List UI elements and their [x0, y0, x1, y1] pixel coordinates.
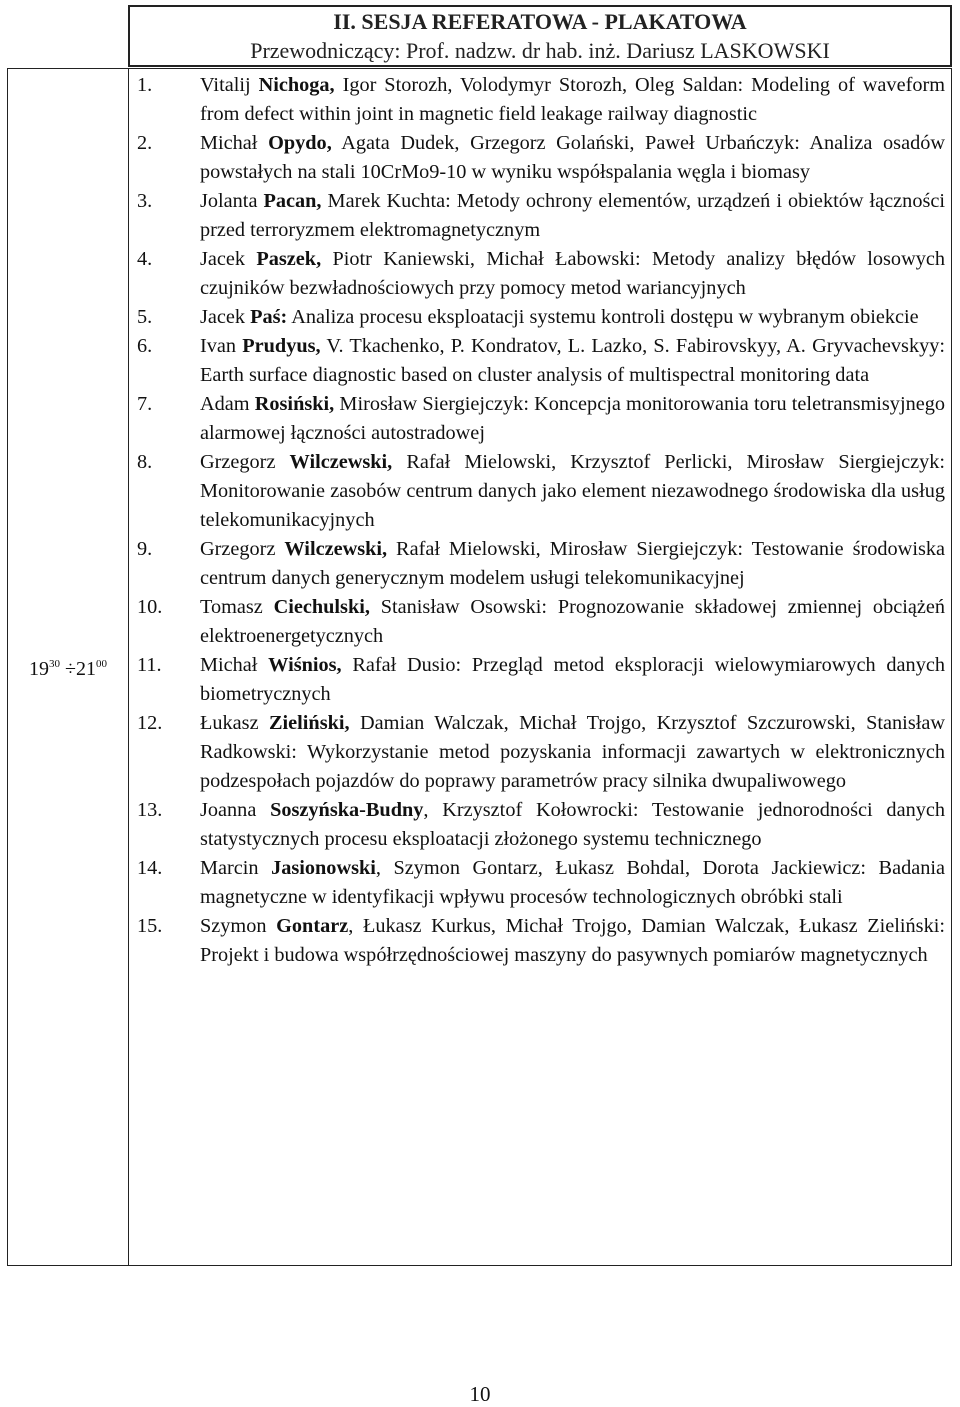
session-title: II. SESJA REFERATOWA - PLAKATOWA: [333, 9, 747, 34]
paper-item: [137, 303, 945, 332]
paper-item: [137, 651, 945, 709]
paper-lead-author: Jasionowski: [271, 857, 376, 879]
paper-lead-author: Rosiński,: [254, 393, 335, 415]
paper-details: , Łukasz Kurkus, Michał Trojgo, Damian Walczak, Łukasz Zieliński: Projekt i budowa współrzędnościowej maszyny do pasywnych pomiarów magnetycznych: [200, 915, 945, 966]
paper-item: [137, 796, 945, 854]
paper-first-name: Jacek: [200, 306, 251, 328]
paper-lead-author: Wilczewski,: [284, 538, 388, 560]
paper-lead-author: Soszyńska-Budny: [270, 799, 424, 821]
paper-first-name: Szymon: [200, 915, 277, 937]
time-start-minute: 30: [49, 658, 60, 670]
paper-item: [137, 593, 945, 651]
paper-number: 11.: [137, 654, 162, 676]
paper-item: [137, 332, 945, 390]
paper-details: Rafał Dusio: Przegląd metod eksploracji wielowymiarowych danych biometrycznych: [200, 654, 945, 705]
paper-details: Rafał Mielowski, Krzysztof Perlicki, Mirosław Siergiejczyk: Monitorowanie zasobów centrum danych jako element niezawodnego środowiska dla usług telekomunikacyjnych: [200, 451, 945, 531]
paper-lead-author: Paś:: [250, 306, 288, 328]
paper-lead-author: Paszek,: [256, 248, 322, 270]
paper-item: [137, 129, 945, 187]
paper-item: [137, 912, 945, 970]
paper-lead-author: Ciechulski,: [273, 596, 370, 618]
session-chair: Przewodniczący: Prof. nadzw. dr hab. inż. Dariusz LASKOWSKI: [250, 38, 830, 63]
paper-number: 4.: [137, 248, 153, 270]
paper-first-name: Ivan: [200, 335, 243, 357]
paper-item: [137, 187, 945, 245]
paper-details: Mirosław Siergiejczyk: Koncepcja monitorowania toru teletransmisyjnego alarmowej łączności autostradowej: [200, 393, 945, 444]
paper-first-name: Michał: [200, 132, 269, 154]
paper-details: Igor Storozh, Volodymyr Storozh, Oleg Saldan: Modeling of waveform from defect within joint in magnetic field leakage railway diagnostic: [200, 74, 945, 125]
time-end-minute: 00: [95, 658, 107, 670]
time-separator: ÷: [65, 658, 76, 680]
paper-first-name: Vitalij: [200, 74, 259, 96]
paper-lead-author: Zieliński,: [269, 712, 350, 734]
paper-first-name: Joanna: [200, 799, 271, 821]
session-header: [128, 5, 952, 67]
paper-number: 12.: [137, 712, 163, 734]
paper-item: [137, 245, 945, 303]
paper-number: 3.: [137, 190, 153, 212]
paper-lead-author: Opydo,: [268, 132, 332, 154]
paper-list: [137, 71, 945, 970]
paper-lead-author: Prudyus,: [242, 335, 321, 357]
paper-number: 15.: [137, 915, 163, 937]
session-time: [12, 654, 124, 687]
paper-first-name: Grzegorz: [200, 451, 290, 473]
paper-number: 5.: [137, 306, 153, 328]
paper-details: Piotr Kaniewski, Michał Łabowski: Metody analizy błędów losowych czujników bezwładnościowych przy pomocy metod wariancyjnych: [200, 248, 946, 299]
paper-number: 10.: [137, 596, 163, 618]
paper-details: Agata Dudek, Grzegorz Golański, Paweł Urbańczyk: Analiza osadów powstałych na stali 10CrMo9-10 w wyniku współspalania węgla i biomasy: [200, 132, 945, 183]
paper-item: [137, 390, 945, 448]
paper-first-name: Tomasz: [200, 596, 274, 618]
paper-details: Damian Walczak, Michał Trojgo, Krzysztof Szczurowski, Stanisław Radkowski: Wykorzystanie metod pozyskania informacji zawartych w elektronicznych podzespołach pojazdów do poprawy parametrów pracy silnika dwupaliwowego: [200, 712, 945, 792]
paper-details: , Szymon Gontarz, Łukasz Bohdal, Dorota Jackiewicz: Badania magnetyczne w identyfikacji wpływu procesów technologicznych obróbki stali: [200, 857, 945, 908]
paper-lead-author: Nichoga,: [258, 74, 335, 96]
paper-item: [137, 71, 945, 129]
time-start-hour: 19: [29, 658, 49, 680]
column-divider: [128, 68, 129, 1266]
paper-details: Stanisław Osowski: Prognozowanie składowej zmiennej obciążeń elektroenergetycznych: [200, 596, 945, 647]
paper-details: , Krzysztof Kołowrocki: Testowanie jednorodności danych statystycznych procesu eksploatacji złożonego systemu technicznego: [200, 799, 945, 850]
paper-first-name: Marcin: [200, 857, 272, 879]
paper-number: 8.: [137, 451, 153, 473]
paper-lead-author: Wiśnios,: [268, 654, 342, 676]
paper-details: V. Tkachenko, P. Kondratov, L. Lazko, S. Fabirovskyy, A. Gryvachevskyy: Earth surface diagnostic based on cluster analysis of multispectral monitoring data: [200, 335, 946, 386]
paper-number: 14.: [137, 857, 163, 879]
paper-first-name: Jolanta: [200, 190, 264, 212]
paper-details: Analiza procesu eksploatacji systemu kontroli dostępu w wybranym obiekcie: [287, 306, 919, 328]
paper-number: 7.: [137, 393, 153, 415]
paper-item: [137, 709, 945, 796]
paper-details: Marek Kuchta: Metody ochrony elementów, urządzeń i obiektów łączności przed terroryzmem elektromagnetycznym: [200, 190, 945, 241]
paper-number: 1.: [137, 74, 153, 96]
paper-number: 13.: [137, 799, 163, 821]
paper-item: [137, 535, 945, 593]
time-end-hour: 21: [75, 658, 96, 680]
paper-item: [137, 854, 945, 912]
paper-first-name: Jacek: [200, 248, 257, 270]
paper-lead-author: Wilczewski,: [289, 451, 393, 473]
paper-details: Rafał Mielowski, Mirosław Siergiejczyk: Testowanie środowiska centrum danych generycznym modelem usługi telekomunikacyjnej: [200, 538, 945, 589]
paper-number: 9.: [137, 538, 153, 560]
paper-number: 6.: [137, 335, 153, 357]
paper-first-name: Adam: [200, 393, 255, 415]
paper-number: 2.: [137, 132, 153, 154]
paper-first-name: Łukasz: [200, 712, 269, 734]
paper-first-name: Grzegorz: [200, 538, 285, 560]
paper-first-name: Michał: [200, 654, 269, 676]
paper-lead-author: Gontarz: [276, 915, 349, 937]
page-number: 10: [469, 1382, 491, 1406]
paper-item: [137, 448, 945, 535]
paper-lead-author: Pacan,: [263, 190, 322, 212]
